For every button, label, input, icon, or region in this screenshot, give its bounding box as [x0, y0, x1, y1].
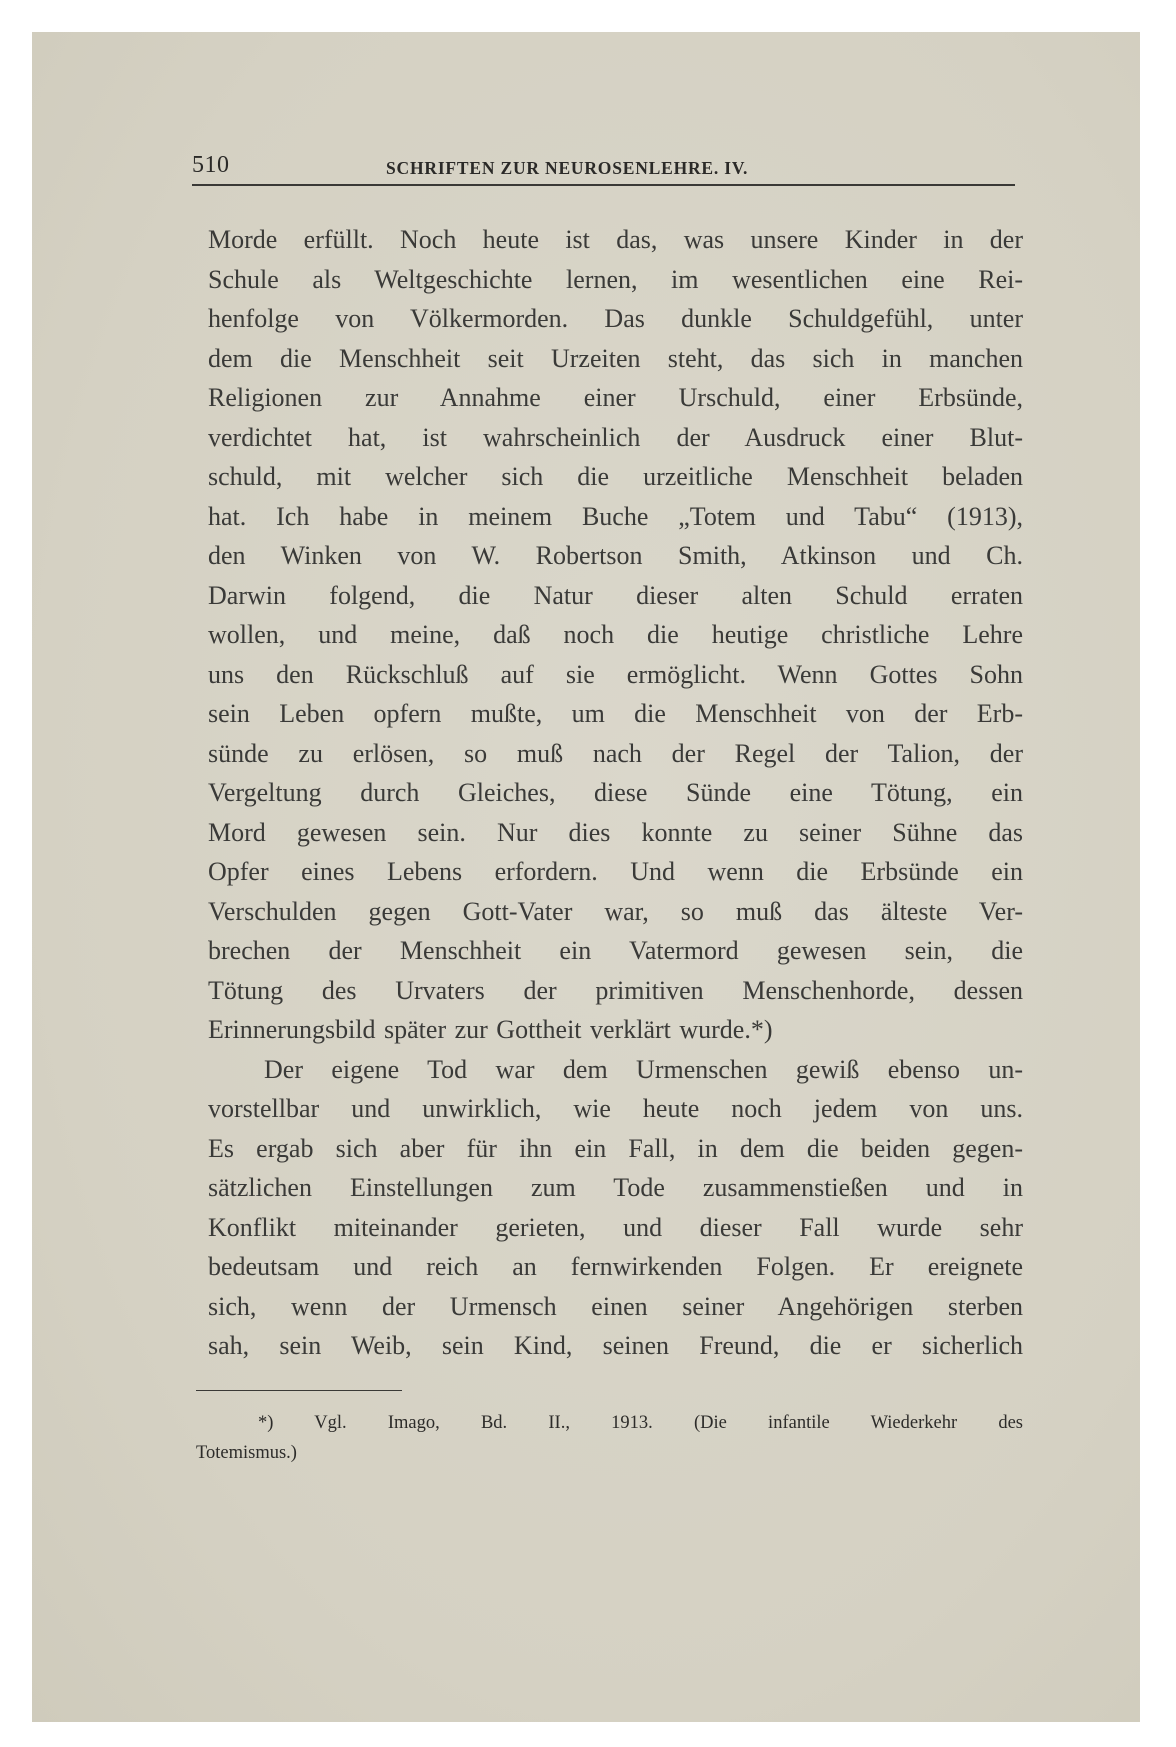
- text-line: bedeutsam und reich an fernwirkenden Folgen. Er ereignete: [208, 1252, 1023, 1281]
- text-line: dem die Menschheit seit Urzeiten steht, das sich in manchen: [208, 343, 1023, 373]
- text-line: henfolge von Völkermorden. Das dunkle Schuldgefühl, unter: [208, 304, 1023, 333]
- text-line: sätzlichen Einstellungen zum Tode zusammenstießen und in: [208, 1173, 1023, 1202]
- footnote-line: Totemismus.): [196, 1443, 297, 1463]
- text-line: hat. Ich habe in meinem Buche „Totem und Tabu“ (1913),: [208, 501, 1023, 531]
- body-text: [208, 220, 1023, 1366]
- footnote-line: *) Vgl. Imago, Bd. II., 1913. (Die infantile Wiederkehr des: [258, 1413, 1023, 1433]
- text-line: vorstellbar und unwirklich, wie heute noch jedem von uns.: [208, 1094, 1023, 1123]
- text-line: sünde zu erlösen, so muß nach der Regel der Talion, der: [208, 738, 1023, 768]
- text-line: verdichtet hat, ist wahrscheinlich der Ausdruck einer Blut-: [208, 422, 1023, 452]
- text-line: wollen, und meine, daß noch die heutige christliche Lehre: [208, 620, 1023, 649]
- text-line: uns den Rückschluß auf sie ermöglicht. Wenn Gottes Sohn: [208, 659, 1023, 689]
- text-line: Religionen zur Annahme einer Urschuld, einer Erbsünde,: [208, 383, 1023, 412]
- text-line: Konflikt miteinander gerieten, und dieser Fall wurde sehr: [208, 1212, 1023, 1242]
- text-line: schuld, mit welcher sich die urzeitliche Menschheit beladen: [208, 462, 1023, 491]
- page-number: 510: [192, 152, 230, 178]
- text-line: Es ergab sich aber für ihn ein Fall, in dem die beiden gegen-: [208, 1133, 1023, 1163]
- header-rule: [192, 184, 1015, 186]
- footnote: [196, 1408, 1023, 1468]
- text-line: sah, sein Weib, sein Kind, seinen Freund, die er sicherlich: [208, 1331, 1023, 1360]
- text-line: Der eigene Tod war dem Urmenschen gewiß ebenso un-: [264, 1054, 1023, 1084]
- text-line: Schule als Weltgeschichte lernen, im wesentlichen eine Rei-: [208, 264, 1023, 294]
- text-line: den Winken von W. Robertson Smith, Atkinson und Ch.: [208, 541, 1023, 570]
- text-line: sich, wenn der Urmensch einen seiner Angehörigen sterben: [208, 1291, 1023, 1321]
- page-header: [192, 152, 1012, 180]
- text-line: brechen der Menschheit ein Vatermord gewesen sein, die: [208, 936, 1023, 965]
- text-line: Darwin folgend, die Natur dieser alten Schuld erraten: [208, 580, 1023, 610]
- footnote-rule: [196, 1390, 402, 1391]
- text-line: Mord gewesen sein. Nur dies konnte zu seiner Sühne das: [208, 817, 1023, 847]
- text-line: Morde erfüllt. Noch heute ist das, was unsere Kinder in der: [208, 225, 1023, 254]
- text-line: Erinnerungsbild später zur Gottheit verklärt wurde.*): [208, 1015, 773, 1044]
- running-head: SCHRIFTEN ZUR NEUROSENLEHRE. IV.: [386, 158, 749, 178]
- text-line: Opfer eines Lebens erfordern. Und wenn die Erbsünde ein: [208, 857, 1023, 886]
- text-line: sein Leben opfern mußte, um die Menschheit von der Erb-: [208, 699, 1023, 728]
- text-line: Tötung des Urvaters der primitiven Menschenhorde, dessen: [208, 975, 1023, 1005]
- text-line: Vergeltung durch Gleiches, diese Sünde eine Tötung, ein: [208, 778, 1023, 807]
- text-line: Verschulden gegen Gott-Vater war, so muß das älteste Ver-: [208, 896, 1023, 926]
